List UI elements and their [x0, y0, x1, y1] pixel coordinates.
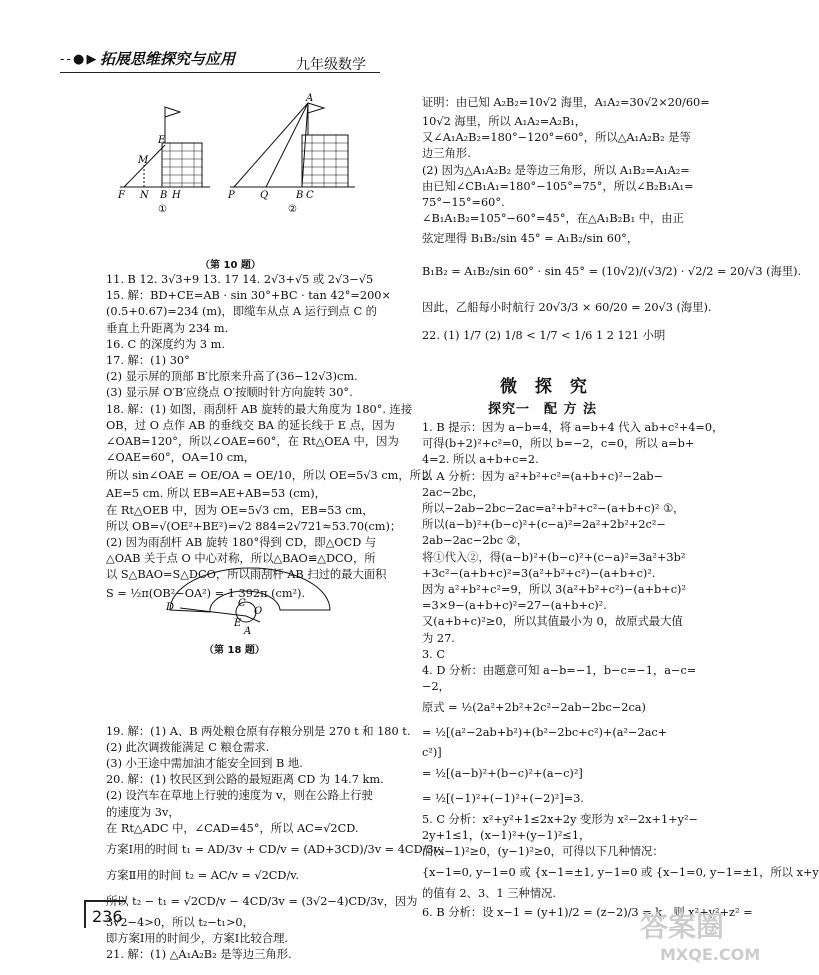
fig10-label: A [306, 93, 314, 104]
text-line: (2) 此次调拨能满足 C 粮仓需求. [106, 740, 270, 754]
text-line: 10√2 海里，所以 A₁A₂=A₂B₁， [422, 115, 587, 128]
text-line: (2) 因为△A₁A₂B₂ 是等边三角形，所以 A₁B₂=A₁A₂= [422, 163, 690, 177]
text-line: 因为 a²+b²+c²=9，所以 3(a²+b²+c²)−(a+b+c)² [422, 583, 686, 597]
text-line: 17. 解：(1) 30° [106, 354, 190, 368]
text-line: = ½[(−1)²+(−1)²+(−2)²]=3. [422, 791, 584, 805]
text-line: 又(a+b+c)²≥0，所以其值最小为 0，故原式最大值 [422, 615, 683, 629]
figure-10-caption: （第 10 题） [200, 260, 261, 271]
text-line: 19. 解：(1) A、B 两处粮仓原有存粮分别是 270 t 和 180 t. [106, 724, 411, 738]
text-line: 11. B 12. 3√3+9 13. 17 14. 2√3+√5 或 2√3−√5 [106, 273, 374, 286]
watermark-url: MXQE.COM [660, 945, 761, 964]
page-number: 236 [92, 907, 123, 926]
text-line: 2ab−2ac−2bc ②， [422, 534, 529, 548]
header-arrow-icon: - - ● ▶ [60, 52, 96, 67]
text-line: (3) 显示屏 O′B′应绕点 O′按顺时针方向旋转 30°. [106, 386, 353, 400]
text-line: ∠OAB=120°，所以∠OAE=60°，在 Rt△OEA 中，因为 [106, 435, 399, 449]
text-line: 5. C 分析：x²+y²+1≤2x+2y 变形为 x²−2x+1+y²− [422, 812, 698, 826]
text-line: 原式 = ½(2a²+2b²+2c²−2ab−2bc−2ca) [422, 701, 646, 715]
section-subtitle: 探究一 配 方 法 [488, 402, 598, 417]
text-line: 而(x−1)²≥0，(y−1)²≥0，可得以下几种情况： [422, 845, 664, 859]
fig10-label: Q [260, 190, 269, 201]
text-line: 为 27. [422, 631, 455, 645]
text-line: 3. C [422, 647, 446, 661]
fig10-label: B [296, 190, 304, 201]
fig18-label: A [244, 626, 252, 637]
header-title: 拓展思维探究与应用 [100, 50, 236, 68]
figure-18-caption: （第 18 题） [204, 645, 265, 656]
fig10-label: E [158, 135, 166, 146]
figure-18 [160, 560, 340, 640]
fig10-mark: ① [158, 204, 167, 215]
text-line: 证明：由已知 A₂B₂=10√2 海里，A₁A₂=30√2×20/60= [422, 96, 710, 109]
section-title: 微 探 究 [500, 377, 593, 397]
text-line: 2. A 分析：因为 a²+b²+c²=(a+b+c)²−2ab− [422, 469, 664, 483]
fig18-label: O [254, 606, 263, 617]
text-line: 所以(a−b)²+(b−c)²+(c−a)²=2a²+2b²+2c²− [422, 518, 666, 532]
text-line: S = ½π(OB²−OA²) = 1 392π (cm²). [106, 586, 306, 600]
text-line: {x−1=0, y−1=0 或 {x−1=±1, y−1=0 或 {x−1=0, y−1=±1，所以 x+y [422, 866, 819, 880]
text-line: 在 Rt△ADC 中，∠CAD=45°，所以 AC=√2CD. [106, 821, 359, 835]
text-line: (2) 设汽车在草地上行驶的速度为 v，则在公路上行驶 [106, 789, 373, 803]
text-line: =3×9−(a+b+c)²=27−(a+b+c)². [422, 599, 607, 613]
watermark-logo: 答案圈 [640, 910, 725, 943]
text-line: 又∠A₁A₂B₂=180°−120°=60°，所以△A₁A₂B₂ 是等 [422, 131, 691, 145]
text-line: (3) 小王途中需加油才能安全回到 B 地. [106, 757, 303, 771]
text-line: 4. D 分析：由题意可知 a−b=−1，b−c=−1，a−c= [422, 664, 697, 678]
text-line: 可得(b+2)²+c²=0，所以 b=−2，c=0，所以 a=b+ [422, 437, 695, 451]
fig10-label: N [140, 190, 149, 201]
fig10-label: B [160, 190, 168, 201]
text-line: 22. (1) 1/7 (2) 1/8 < 1/7 < 1/6 1 2 121 小明 [422, 329, 666, 343]
text-line: AE=5 cm. 所以 EB=AE+AB=53 (cm)， [106, 487, 326, 501]
text-line: 21. 解：(1) △A₁A₂B₂ 是等边三角形. [106, 948, 292, 962]
text-line: −2， [422, 680, 450, 694]
text-line: (2) 显示屏的顶部 B′比原来升高了(36−12√3)cm. [106, 370, 358, 384]
fig18-label: D [166, 602, 175, 613]
fig18-label: E [234, 618, 242, 629]
right-column [422, 92, 802, 349]
text-line: 4=2. 所以 a+b+c=2. [422, 453, 539, 467]
text-line: = ½[(a²−2ab+b²)+(b²−2bc+c²)+(a²−2ac+ [422, 726, 668, 740]
text-line: 所以 sin∠OAE = OE/OA = OE/10，所以 OE=5√3 cm，所以 [106, 469, 433, 483]
text-line: 所以 OB=√(OE²+BE²)=√2 884=2√721≈53.70(cm)； [106, 519, 402, 533]
header-subtitle: 九年级数学 [296, 57, 366, 73]
text-line: 由已知∠CB₁A₁=180°−105°=75°，所以∠B₂B₁A₁= [422, 179, 694, 193]
text-line: 3√2−4>0，所以 t₂−t₁>0， [106, 916, 254, 930]
text-line: 弦定理得 B₁B₂/sin 45° = A₁B₂/sin 60°， [422, 232, 639, 246]
figure-10-part-2 [227, 93, 355, 215]
fig10-label: C [306, 190, 314, 201]
text-line: OB，过 O 点作 AB 的垂线交 BA 的延长线于 E 点，因为 [106, 418, 395, 432]
text-line: 所以−2ab−2bc−2ac=a²+b²+c²−(a+b+c)² ①， [422, 502, 685, 516]
text-line: 2ac−2bc， [422, 485, 484, 499]
text-line: 将①代入②，得(a−b)²+(b−c)²+(c−a)²=3a²+3b² [422, 550, 686, 564]
text-line: c²)] [422, 746, 442, 760]
text-line: 6. B 分析：设 x−1 = (y+1)/2 = (z−2)/3 = k，则 x²+y²+z² = [422, 906, 753, 920]
page-header [60, 44, 380, 78]
header-rule [60, 72, 380, 73]
figure-10-part-1 [117, 107, 210, 215]
fig10-label: H [172, 190, 181, 201]
text-line: 因此，乙船每小时航行 20√3/3 × 60/20 = 20√3 (海里). [422, 301, 712, 315]
text-line: B₁B₂ = A₁B₂/sin 60° · sin 45° = (10√2)/(√3/2) · √2/2 = 20/√3 (海里). [422, 265, 802, 279]
text-line: 75°−15°=60°. [422, 196, 505, 210]
text-line: 即方案Ⅰ用的时间少，方案Ⅰ比较合理. [106, 932, 288, 946]
text-line: 的速度为 3v， [106, 805, 180, 819]
text-line: 2y+1≤1，(x−1)²+(y−1)²≤1， [422, 828, 591, 842]
text-line: (2) 因为雨刮杆 AB 旋转 180°得到 CD，即△OCD 与 [106, 536, 377, 550]
text-line: 方案Ⅱ用的时间 t₂ = AC/v = √2CD/v. [106, 869, 299, 883]
fig10-label: F [118, 190, 125, 201]
text-line: 1. B 提示：因为 a−b=4，将 a=b+4 代入 ab+c²+4=0， [422, 421, 724, 434]
fig18-label: C [238, 598, 246, 609]
text-line: 16. C 的深度约为 3 m. [106, 337, 225, 351]
text-line: (0.5+0.67)=234 (m)，即缆车从点 A 运行到点 C 的 [106, 305, 377, 319]
fig10-label: P [228, 190, 235, 201]
text-line: ∠OAE=60°，OA=10 cm， [106, 451, 256, 465]
figure-10 [110, 95, 370, 215]
text-line: 所以 t₂ − t₁ = √2CD/v − 4CD/3v = (3√2−4)CD/3v，因为 [106, 895, 418, 909]
text-line: 方案Ⅰ用的时间 t₁ = AD/3v + CD/v = (AD+3CD)/3v = 4CD/3v； [106, 843, 452, 857]
text-line: 15. 解：BD+CE=AB · sin 30°+BC · tan 42°=200× [106, 289, 391, 303]
text-line: 边三角形. [422, 147, 471, 161]
text-line: 18. 解：(1) 如图，雨刮杆 AB 旋转的最大角度为 180°. 连接 [106, 402, 413, 416]
right-column-lower [422, 420, 819, 924]
fig10-mark: ② [288, 204, 297, 215]
text-line: △OAB 关于点 O 中心对称，所以△BAO≌△DCO，所 [106, 552, 376, 566]
text-line: +3c²−(a+b+c)²=3(a²+b²+c²)−(a+b+c)². [422, 566, 656, 580]
text-line: 的值有 2、3、1 三种情况. [422, 887, 557, 901]
text-line: 以 S△BAO=S△DCO，所以雨刮杆 AB 扫过的最大面积 [106, 568, 387, 582]
text-line: 20. 解：(1) 牧民区到公路的最短距离 CD 为 14.7 km. [106, 773, 384, 787]
text-line: = ½[(a−b)²+(b−c)²+(a−c)²] [422, 766, 583, 780]
text-line: ∠B₁A₁B₂=105°−60°=45°，在△A₁B₂B₁ 中，由正 [422, 212, 684, 226]
fig10-label: M [138, 155, 149, 166]
text-line: 垂直上升距离为 234 m. [106, 321, 229, 335]
text-line: 在 Rt△OEB 中，因为 OE=5√3 cm，EB=53 cm， [106, 503, 374, 517]
